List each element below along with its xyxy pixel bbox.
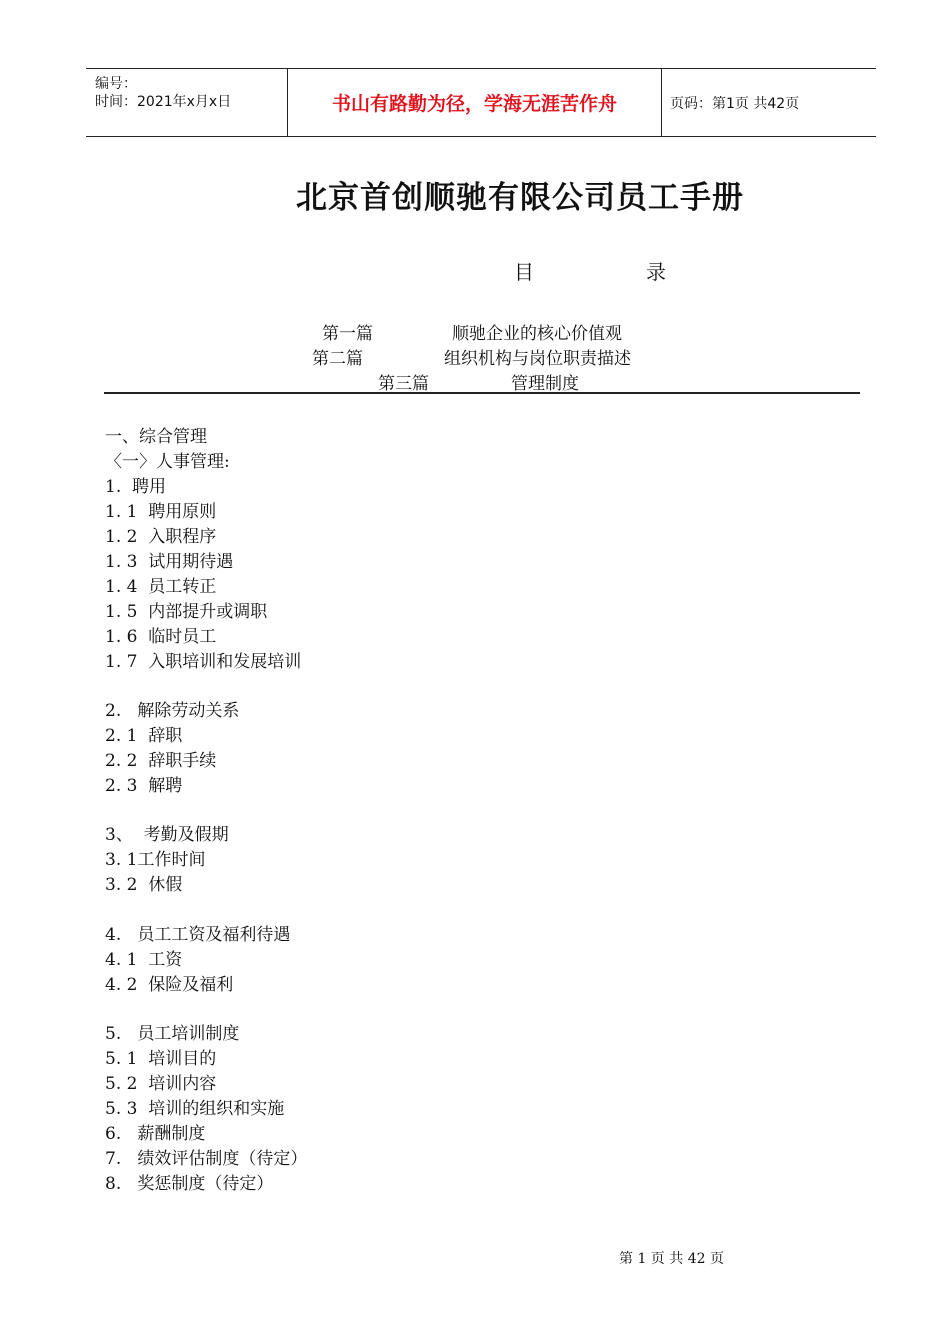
toc-line: 2. 3 解聘 bbox=[105, 776, 183, 796]
section-divider bbox=[104, 392, 860, 394]
toc-line: 6. 薪酬制度 bbox=[105, 1124, 206, 1144]
part-2-name: 组织机构与岗位职责描述 bbox=[444, 349, 631, 369]
toc-line: 1. 4 员工转正 bbox=[105, 577, 217, 597]
toc-heading-char-2: 录 bbox=[646, 260, 666, 284]
toc-line: 1. 5 内部提升或调职 bbox=[105, 602, 268, 622]
toc-line: 3、 考勤及假期 bbox=[105, 825, 229, 845]
header-page-cell bbox=[662, 69, 876, 136]
toc-line: 4. 员工工资及福利待遇 bbox=[105, 925, 291, 945]
part-1-name: 顺驰企业的核心价值观 bbox=[452, 324, 622, 344]
toc-line: 5. 2 培训内容 bbox=[105, 1074, 217, 1094]
toc-line: 4. 1 工资 bbox=[105, 950, 183, 970]
toc-line: 4. 2 保险及福利 bbox=[105, 975, 234, 995]
toc-line: 2. 解除劳动关系 bbox=[105, 701, 240, 721]
document-title: 北京首创顺驰有限公司员工手册 bbox=[296, 180, 744, 216]
toc-line: 2. 1 辞职 bbox=[105, 726, 183, 746]
toc-line: 1. 7 入职培训和发展培训 bbox=[105, 652, 302, 672]
header-meta-cell bbox=[86, 69, 288, 136]
number-label: 编号： bbox=[95, 76, 137, 92]
toc-line: 5. 3 培训的组织和实施 bbox=[105, 1099, 285, 1119]
part-1-number: 第一篇 bbox=[322, 324, 373, 344]
toc-line: 2. 2 辞职手续 bbox=[105, 751, 217, 771]
toc-line: 1. 3 试用期待遇 bbox=[105, 552, 234, 572]
toc-line: 1. 6 临时员工 bbox=[105, 627, 217, 647]
time-label: 时间：2021年x月x日 bbox=[95, 94, 232, 110]
header-table bbox=[86, 68, 876, 137]
toc-line: 5. 员工培训制度 bbox=[105, 1024, 240, 1044]
toc-line: 1. 1 聘用原则 bbox=[105, 502, 217, 522]
toc-line: 〈一〉人事管理: bbox=[105, 452, 230, 472]
page-info: 页码：第1页 共42页 bbox=[670, 95, 800, 112]
toc-line: 3. 2 休假 bbox=[105, 875, 183, 895]
toc-line: 一、综合管理 bbox=[105, 427, 207, 447]
part-2-number: 第二篇 bbox=[312, 349, 363, 369]
toc-heading-char-1: 目 bbox=[514, 260, 534, 284]
part-3-name: 管理制度 bbox=[511, 374, 579, 394]
toc-line: 1. 2 入职程序 bbox=[105, 527, 217, 547]
motto-text: 书山有路勤为径，学海无涯苦作舟 bbox=[331, 93, 617, 115]
header-motto-cell bbox=[288, 69, 662, 136]
page-footer: 第 1 页 共 42 页 bbox=[619, 1251, 724, 1267]
toc-line: 8. 奖惩制度（待定） bbox=[105, 1174, 274, 1194]
toc-line: 5. 1 培训目的 bbox=[105, 1049, 217, 1069]
toc-line: 7. 绩效评估制度（待定） bbox=[105, 1149, 308, 1169]
toc-line: 3. 1工作时间 bbox=[105, 850, 206, 870]
part-3-number: 第三篇 bbox=[378, 374, 429, 394]
toc-line: 1. 聘用 bbox=[105, 477, 167, 497]
